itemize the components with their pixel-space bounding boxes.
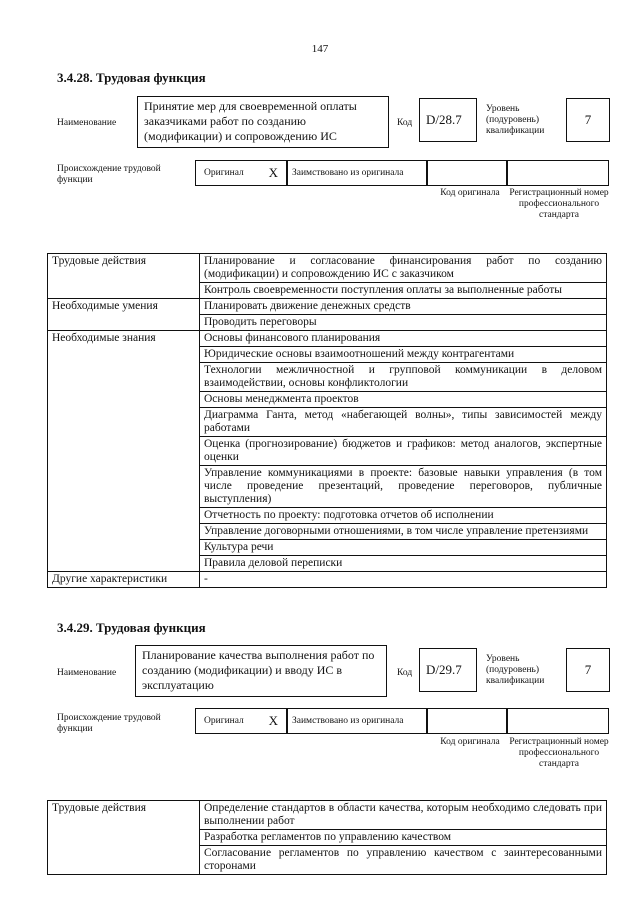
table-cell: Основы менеджмента проектов bbox=[200, 392, 607, 408]
table-cell: Планирование и согласование финансирования работ по созданию (модификации) и сопровождению ИС с заказчиком bbox=[200, 254, 607, 283]
page-number: 147 bbox=[311, 43, 329, 55]
level-value: 7 bbox=[566, 98, 610, 142]
function-table bbox=[47, 800, 607, 875]
table-cell: Технологии межличностной и групповой коммуникации в деловом взаимодействии, основы конфликтологии bbox=[200, 363, 607, 392]
name-label: Наименование bbox=[57, 668, 117, 678]
row-label: Трудовые действия bbox=[48, 801, 200, 875]
table-cell: Контроль своевременности поступления оплаты за выполненные работы bbox=[200, 283, 607, 299]
table-cell: Управление договорными отношениями, в том числе управление претензиями bbox=[200, 524, 607, 540]
table-cell: - bbox=[200, 572, 607, 588]
name-label: Наименование bbox=[57, 118, 117, 128]
row-label: Необходимые умения bbox=[48, 299, 200, 331]
table-cell: Разработка регламентов по управлению качеством bbox=[200, 830, 607, 846]
code-label: Код bbox=[397, 118, 413, 128]
origin-original-cell bbox=[195, 708, 287, 734]
table-cell: Определение стандартов в области качества, которым необходимо следовать при выполнении работ bbox=[200, 801, 607, 830]
level-value: 7 bbox=[566, 648, 610, 692]
origin-mark: X bbox=[268, 165, 278, 180]
reg-number-label: Регистрационный номер профессионального стандарта bbox=[509, 737, 609, 769]
level-label: Уровень (подуровень) квалификации bbox=[486, 654, 545, 686]
level-label: Уровень (подуровень) квалификации bbox=[486, 104, 545, 136]
table-cell: Правила деловой переписки bbox=[200, 556, 607, 572]
origin-table bbox=[195, 160, 609, 186]
table-row bbox=[48, 331, 607, 347]
table-row bbox=[48, 801, 607, 830]
code-original-label: Код оригинала bbox=[440, 737, 500, 747]
row-label: Трудовые действия bbox=[48, 254, 200, 299]
table-row bbox=[48, 299, 607, 315]
origin-original-cell bbox=[195, 160, 287, 186]
origin-borrowed: Заимствовано из оригинала bbox=[287, 708, 427, 734]
section-heading: 3.4.28. Трудовая функция bbox=[57, 70, 206, 85]
reg-number-cell bbox=[507, 160, 609, 186]
table-cell: Управление коммуникациями в проекте: базовые навыки управления (в том числе проведение презентаций, проведение переговоров, публичные выступления) bbox=[200, 466, 607, 508]
row-label: Другие характеристики bbox=[48, 572, 200, 588]
table-cell: Планировать движение денежных средств bbox=[200, 299, 607, 315]
origin-mark: X bbox=[268, 713, 278, 728]
code-original-cell bbox=[427, 708, 507, 734]
table-cell: Оценка (прогнозирование) бюджетов и графиков: метод аналогов, экспертные оценки bbox=[200, 437, 607, 466]
function-table bbox=[47, 253, 607, 588]
table-cell: Отчетность по проекту: подготовка отчетов об исполнении bbox=[200, 508, 607, 524]
reg-number-label: Регистрационный номер профессионального стандарта bbox=[509, 188, 609, 220]
origin-original: Оригинал bbox=[204, 168, 244, 178]
section-heading: 3.4.29. Трудовая функция bbox=[57, 620, 206, 635]
table-row bbox=[48, 254, 607, 283]
code-label: Код bbox=[397, 668, 413, 678]
code-value: D/28.7 bbox=[419, 98, 477, 142]
function-name: Принятие мер для своевременной оплаты заказчиками работ по созданию (модификации) и сопровождению ИС bbox=[137, 96, 389, 148]
origin-table bbox=[195, 708, 609, 734]
code-original-cell bbox=[427, 160, 507, 186]
reg-number-cell bbox=[507, 708, 609, 734]
function-name: Планирование качества выполнения работ по созданию (модификации) и вводу ИС в эксплуатацию bbox=[135, 645, 387, 697]
code-original-label: Код оригинала bbox=[440, 188, 500, 198]
table-cell: Основы финансового планирования bbox=[200, 331, 607, 347]
table-cell: Юридические основы взаимоотношений между контрагентами bbox=[200, 347, 607, 363]
table-cell: Проводить переговоры bbox=[200, 315, 607, 331]
code-value: D/29.7 bbox=[419, 648, 477, 692]
origin-original: Оригинал bbox=[204, 716, 244, 726]
table-cell: Согласование регламентов по управлению качеством с заинтересованными сторонами bbox=[200, 846, 607, 875]
table-row bbox=[48, 572, 607, 588]
origin-label: Происхождение трудовой функции bbox=[57, 713, 161, 734]
table-cell: Культура речи bbox=[200, 540, 607, 556]
origin-label: Происхождение трудовой функции bbox=[57, 164, 161, 185]
origin-borrowed: Заимствовано из оригинала bbox=[287, 160, 427, 186]
row-label: Необходимые знания bbox=[48, 331, 200, 572]
table-cell: Диаграмма Ганта, метод «набегающей волны», типы зависимостей между работами bbox=[200, 408, 607, 437]
